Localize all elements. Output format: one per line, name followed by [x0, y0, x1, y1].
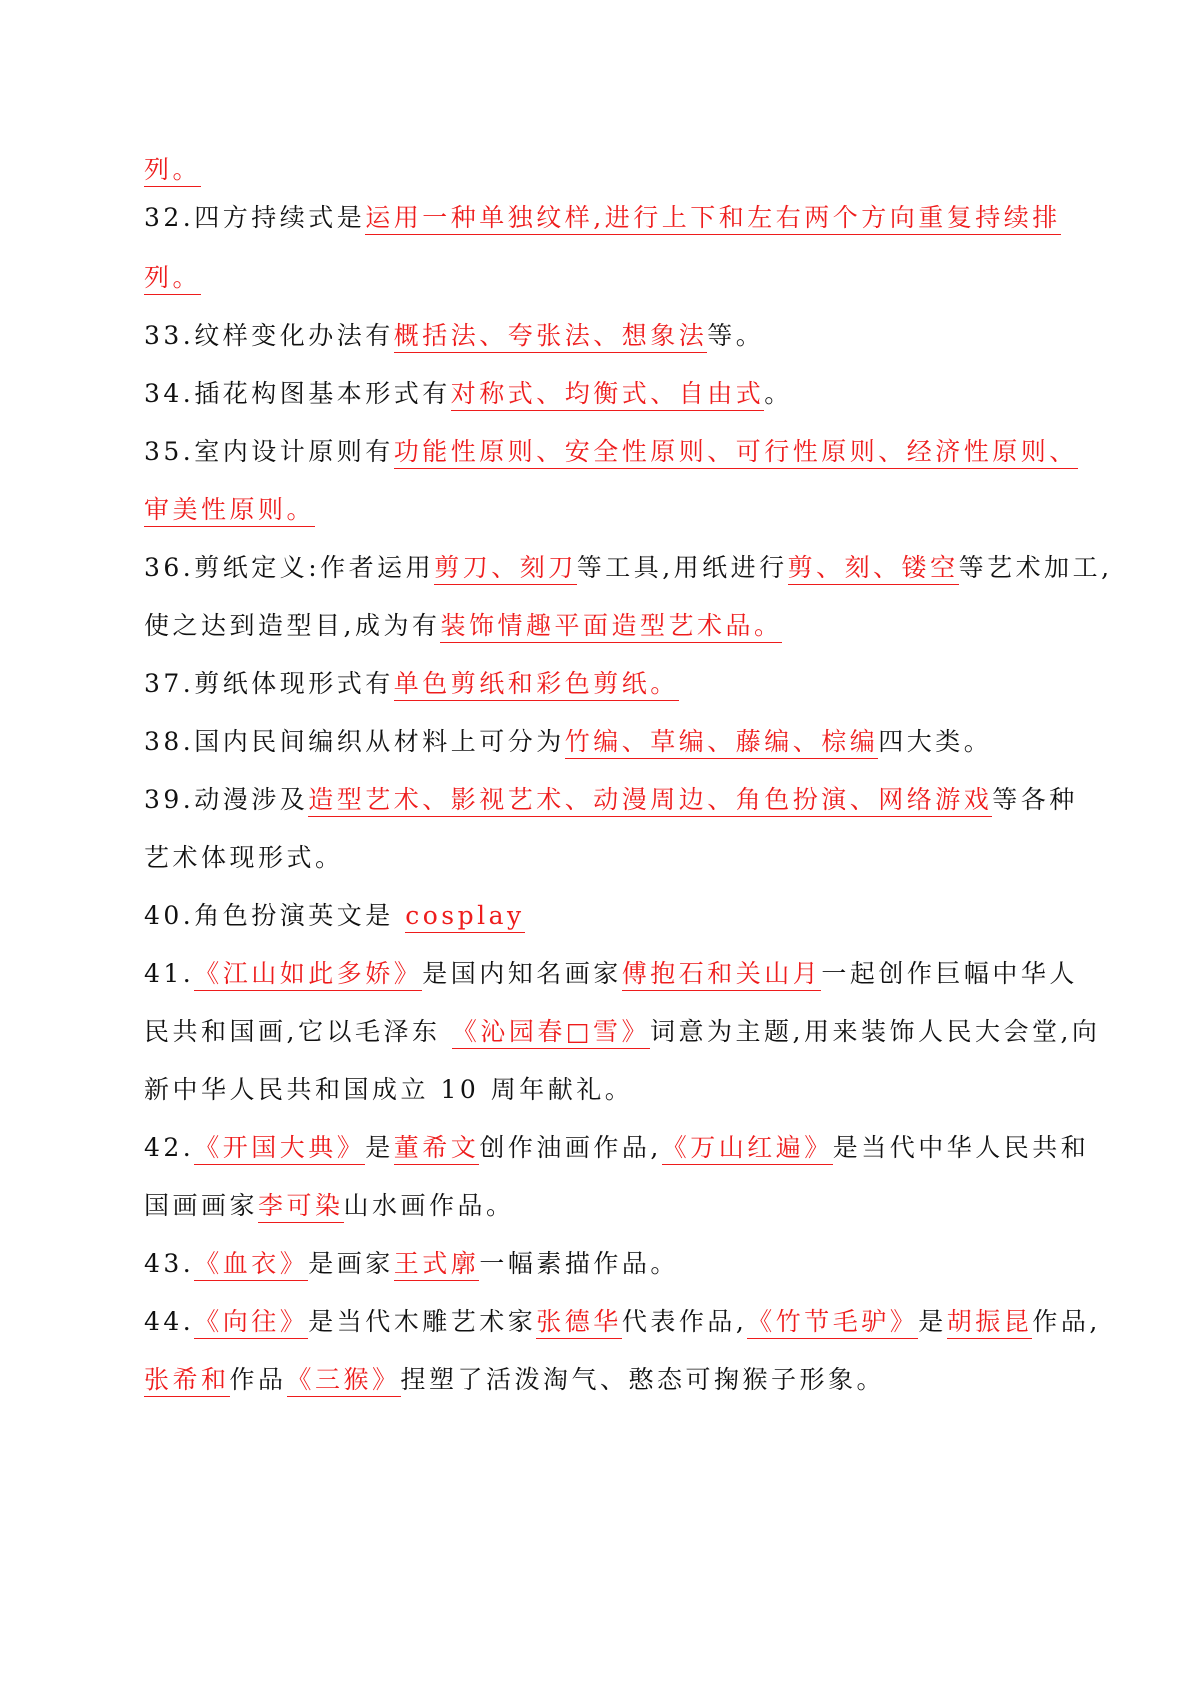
question-text: 等工具,用纸进行 [576, 553, 788, 582]
answer-fill: 竹编、草编、藤编、棕编 [565, 727, 879, 759]
question-text: 36.剪纸定义:作者运用 [144, 553, 435, 582]
question-text: 捏塑了活泼淘气、憨态可掬猴子形象。 [400, 1365, 886, 1394]
answer-fill: 对称式、均衡式、自由式 [451, 379, 765, 411]
question-text: 43. [144, 1249, 195, 1278]
question-text: 创作油画作品, [479, 1133, 662, 1162]
text-line [144, 606, 1064, 646]
text-line [144, 896, 1064, 936]
answer-fill: 傅抱石和关山月 [622, 959, 822, 991]
question-text: 是当代中华人民共和 [832, 1133, 1090, 1162]
question-text: 作品, [1032, 1307, 1101, 1336]
answer-fill: 剪、刻、镂空 [788, 553, 959, 585]
question-text: 是画家 [308, 1249, 394, 1278]
answer-fill: 《竹节毛驴》 [747, 1307, 918, 1339]
answer-fill: 运用一种单独纹样,进行上下和左右两个方向重复持续排 [365, 203, 1060, 235]
answer-fill: 单色剪纸和彩色剪纸。 [394, 669, 679, 701]
question-text: 等。 [707, 321, 765, 350]
answer-fill: 《血衣》 [194, 1249, 308, 1281]
question-text: 。 [764, 379, 793, 408]
text-line [144, 316, 1064, 356]
question-text: 山水画作品。 [343, 1191, 515, 1220]
answer-fill: 胡振昆 [947, 1307, 1033, 1339]
question-text: 一起创作巨幅中华人 [821, 959, 1078, 988]
answer-fill: 李可染 [258, 1191, 344, 1223]
text-line [144, 1360, 1064, 1400]
text-line [144, 432, 1078, 472]
question-text: 41. [144, 959, 195, 988]
question-text: 作品 [229, 1365, 287, 1394]
text-line [144, 1244, 1064, 1284]
answer-fill: 功能性原则、安全性原则、可行性原则、经济性原则、 [394, 437, 1078, 469]
question-text: 33.纹样变化办法有 [144, 321, 394, 350]
question-text: 38.国内民间编织从材料上可分为 [144, 727, 565, 756]
text-line [144, 1302, 1101, 1342]
answer-fill: 《江山如此多娇》 [194, 959, 422, 991]
answer-fill: 张希和 [144, 1365, 230, 1397]
question-text: 四大类。 [878, 727, 993, 756]
answer-fill: 《三猴》 [287, 1365, 401, 1397]
answer-fill: 《沁园春□雪》 [452, 1017, 650, 1049]
text-line [144, 548, 1113, 588]
answer-fill: cosplay [405, 901, 524, 933]
text-line [144, 954, 1078, 994]
question-text: 国画画家 [144, 1191, 259, 1220]
question-text: 是国内知名画家 [422, 959, 622, 988]
answer-fill: 概括法、夸张法、想象法 [394, 321, 708, 353]
question-text: 39.动漫涉及 [144, 785, 309, 814]
question-text: 等艺术加工, [958, 553, 1113, 582]
answer-fill: 列。 [144, 263, 201, 295]
question-text: 40.角色扮演英文是 [144, 901, 406, 930]
answer-fill: 王式廓 [394, 1249, 480, 1281]
text-line [144, 258, 1064, 298]
answer-fill: 《开国大典》 [194, 1133, 365, 1165]
answer-fill: 剪刀、刻刀 [434, 553, 577, 585]
text-line [144, 722, 1064, 762]
text-line [144, 1012, 1101, 1052]
question-text: 等各种 [992, 785, 1078, 814]
answer-fill: 《万山红遍》 [662, 1133, 833, 1165]
question-text: 是当代木雕艺术家 [308, 1307, 537, 1336]
answer-fill: 装饰情趣平面造型艺术品。 [440, 611, 782, 643]
text-line [144, 198, 1064, 238]
question-text: 是 [365, 1133, 394, 1162]
question-text: 35.室内设计原则有 [144, 437, 394, 466]
text-line [144, 490, 1064, 530]
question-text: 34.插花构图基本形式有 [144, 379, 451, 408]
answer-fill: 董希文 [394, 1133, 480, 1165]
question-text: 使之达到造型目,成为有 [144, 611, 441, 640]
text-line [144, 1128, 1090, 1168]
question-text: 37.剪纸体现形式有 [144, 669, 394, 698]
question-text: 新中华人民共和国成立 10 周年献礼。 [144, 1075, 634, 1104]
question-text: 艺术体现形式。 [144, 843, 344, 872]
question-text: 民共和国画,它以毛泽东 [144, 1017, 452, 1046]
question-text: 是 [918, 1307, 947, 1336]
question-text: 一幅素描作品。 [479, 1249, 679, 1278]
text-line [144, 1186, 1064, 1226]
text-line [144, 838, 1064, 878]
question-text: 44. [144, 1307, 195, 1336]
text-line [144, 780, 1078, 820]
question-text: 32.四方持续式是 [144, 203, 366, 232]
text-line [144, 374, 1064, 414]
question-text: 词意为主题,用来装饰人民大会堂,向 [650, 1017, 1101, 1046]
text-line [144, 1070, 1064, 1110]
answer-fill: 《向往》 [194, 1307, 308, 1339]
text-line [144, 664, 1064, 704]
answer-fill: 列。 [144, 155, 201, 187]
answer-fill: 张德华 [536, 1307, 622, 1339]
text-line [144, 150, 1064, 190]
question-text: 42. [144, 1133, 195, 1162]
answer-fill: 审美性原则。 [144, 495, 315, 527]
question-text: 代表作品, [621, 1307, 748, 1336]
answer-fill: 造型艺术、影视艺术、动漫周边、角色扮演、网络游戏 [308, 785, 992, 817]
